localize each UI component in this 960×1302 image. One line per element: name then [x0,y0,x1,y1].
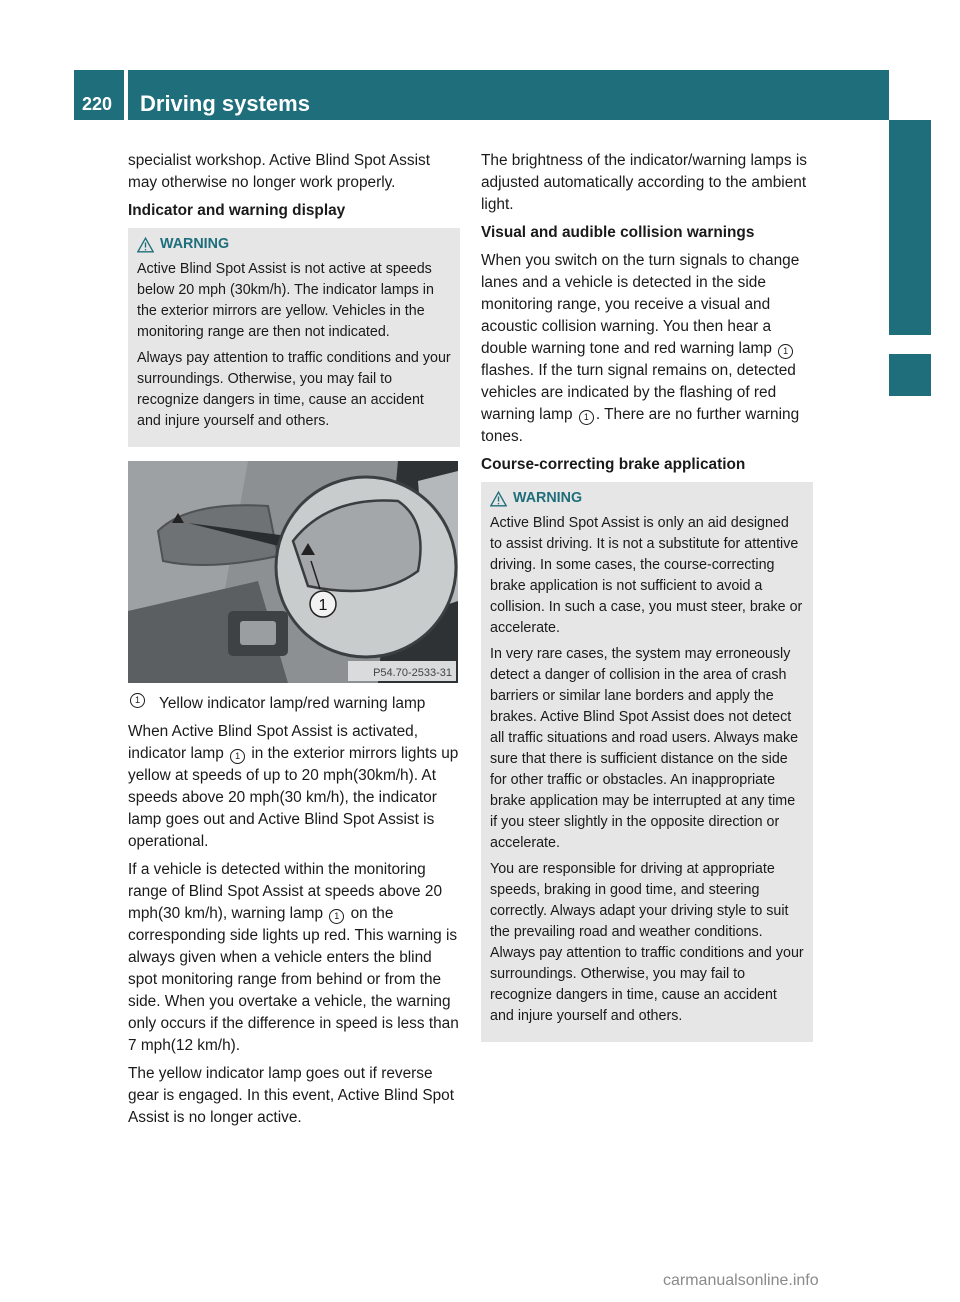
mirror-figure [128,461,458,683]
marker-1-icon: 1 [230,749,245,764]
paragraph: The brightness of the indicator/warning lamps is adjusted automatically according to the ambient light. [481,152,807,213]
figure-code: P54.70-2533-31 [373,667,452,679]
warning-header [490,488,804,509]
paragraph: When Active Blind Spot Assist is activated, indicator lamp 1 in the exterior mirrors lights up yellow at speeds of up to 20 mph(30km/h). At speeds above 20 mph(30 km/h), the indicator lamp goes out and Active Blind Spot Assist is operational. [128,723,459,850]
warning-triangle-icon [137,237,154,253]
heading-brake: Course-correcting brake application [481,456,746,473]
header-separator [124,70,128,120]
mirror-illustration [128,461,458,683]
warning-text: Active Blind Spot Assist is not active at speeds below 20 mph (30km/h). The indicator lamps in the exterior mirrors are yellow. Vehicles in the monitoring range are then not indicated. [137,261,434,340]
paragraph: The yellow indicator lamp goes out if reverse gear is engaged. In this event, Active Blind Spot Assist is no longer active. [128,1065,454,1126]
warning-triangle-icon [490,491,507,507]
marker-1-icon: 1 [130,693,145,708]
caption-text: Yellow indicator lamp/red warning lamp [159,695,426,712]
warning-title: WARNING [513,490,583,506]
figure-caption [128,693,460,715]
paragraph: When you switch on the turn signals to change lanes and a vehicle is detected in the side monitoring range, you receive a visual and acoustic collision warning. You then hear a double warning tone and red warning lamp 1 flashes. If the turn signal remains on, detected vehicles are indicated by the flashing of red warning lamp 1 . There are no further warning tones. [481,252,800,445]
warning-title: WARNING [160,236,230,252]
warning-text: You are responsible for driving at appropriate speeds, braking in good time, and steering correctly. Always adapt your driving style to suit the prevailing road and weather conditions. Always pay attention to traffic conditions and your surroundings. Otherwise, you may fail to recognize dangers in time, cause an accident and injure yourself and others. [490,861,804,1024]
marker-1-icon: 1 [778,344,793,359]
paragraph: If a vehicle is detected within the monitoring range of Blind Spot Assist at speeds above 20 mph(30 km/h), warning lamp 1 on the corresponding side lights up red. This warning is always given when a vehicle enters the blind spot monitoring range from behind or from the side. When you overtake a vehicle, the warning only occurs if the difference in speed is less than 7 mph(12 km/h). [128,861,459,1054]
warning-box [128,228,460,447]
heading-indicator: Indicator and warning display [128,202,346,219]
side-tab-label: Driving and parking [898,131,921,329]
marker-1-icon: 1 [579,410,594,425]
right-column [481,150,813,1056]
marker-1-icon: 1 [329,909,344,924]
warning-text: Always pay attention to traffic conditions and your surroundings. Otherwise, you may fail to recognize dangers in time, cause an accident and injure yourself and others. [137,350,451,429]
side-marker [889,354,931,396]
left-column [128,150,460,1135]
warning-text: In very rare cases, the system may erroneously detect a danger of collision in the area of crash barriers or similar lane borders and apply the brakes. Active Blind Spot Assist does not detect all traffic situations and road users. Always make sure that there is sufficient distance on the side for other traffic or obstacles. An inappropriate brake application may be interrupted at any time if you steer slightly in the opposite direction or accelerate. [490,646,799,851]
section-title: Driving systems [140,91,310,116]
watermark: carmanualsonline.info [663,1272,819,1289]
heading-visual: Visual and audible collision warnings [481,224,755,241]
intro-text: specialist workshop. Active Blind Spot Assist may otherwise no longer work properly. [128,152,430,191]
warning-box [481,482,813,1042]
callout-label: 1 [318,597,328,614]
warning-text: Active Blind Spot Assist is only an aid designed to assist driving. It is not a substitute for attentive driving. In some cases, the course-correcting brake application is not sufficient to avoid a collision. In such a case, you must steer, brake or accelerate. [490,515,803,636]
page-number: 220 [82,94,113,114]
warning-header [137,234,451,255]
